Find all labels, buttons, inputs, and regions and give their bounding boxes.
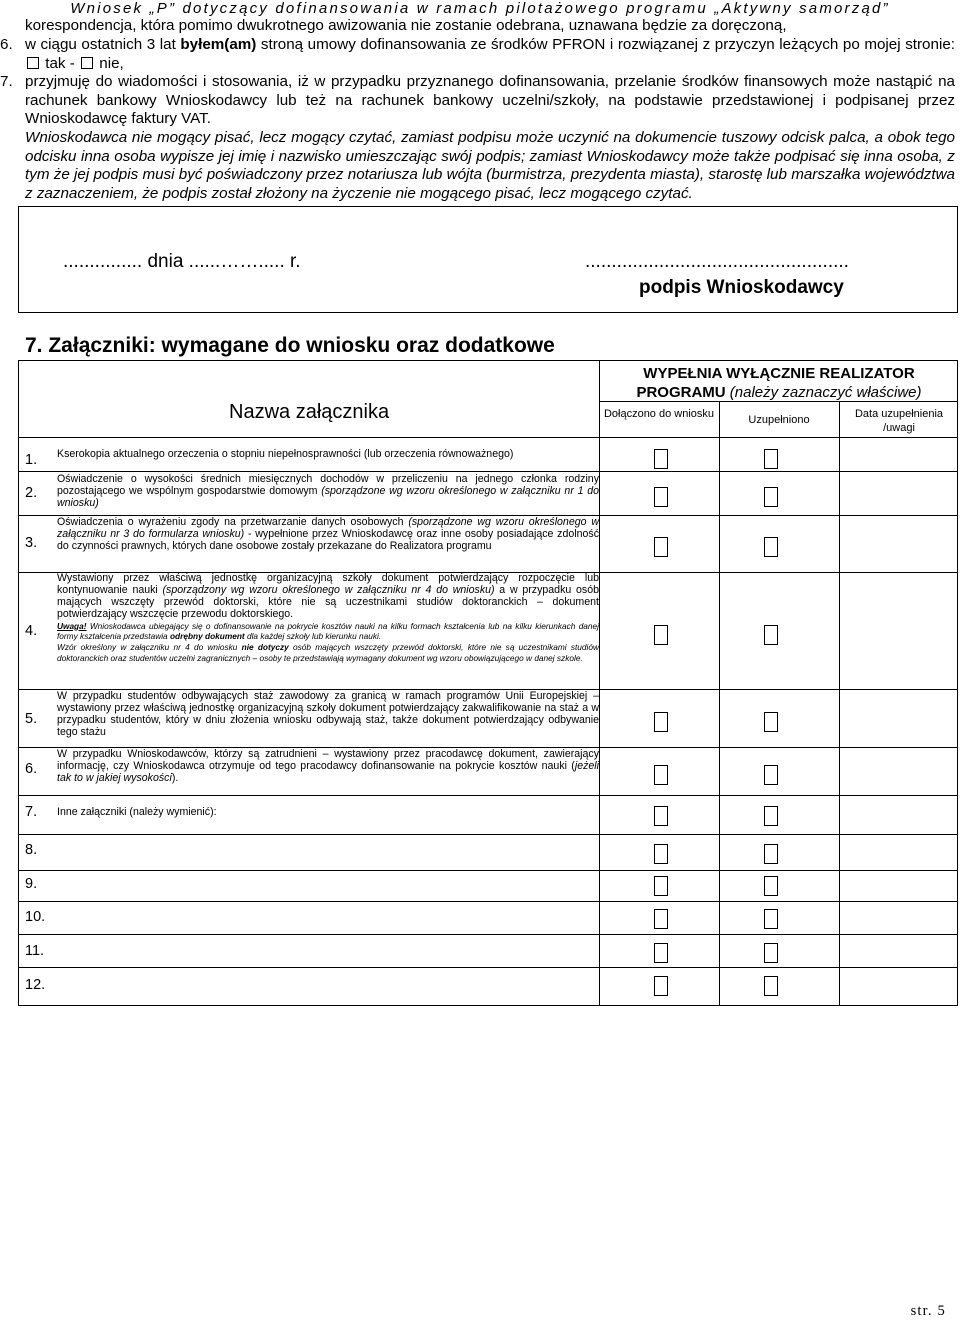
item-7-number: 7. — [0, 73, 13, 90]
checkbox-attached[interactable] — [654, 625, 668, 645]
option-nie-label: nie, — [99, 54, 124, 72]
checkbox-attached[interactable] — [654, 487, 668, 507]
row-text-rest: a w przypadku osób mających wszczęty przewód doktorski, które nie są uczestnikami studiów doktoranckich – dokument potwierdzający wszczęcie przewodu doktorskiego. — [57, 583, 599, 620]
divider — [19, 437, 957, 438]
divider — [719, 401, 720, 1005]
item-6-number: 6. — [0, 36, 13, 53]
row-text-main: Oświadczenia o wyrażeniu zgody na przetwarzanie danych osobowych — [57, 516, 409, 528]
row-text: W przypadku studentów odbywających staż zawodowy za granicą w ramach programów Unii Europejskiej – wystawiony przez właściwą jednostkę organizacyjną szkoły dokument potwierdzający zakwalifikowanie na staż a w przypadku studentów, który w dniu złożenia wniosku odbywają staż, także dokument potwierdzający odbywanie tego stażu — [57, 690, 599, 738]
row-text-main: Oświadczenie o wysokości średnich miesięcznych dochodów w przeliczeniu na jednego członka rodziny pozostającego we wspólnym gospodarstwie domowym — [57, 473, 599, 497]
checkbox-tak[interactable] — [27, 57, 39, 69]
row-text — [57, 573, 599, 664]
row-number: 5. — [25, 711, 38, 727]
checkbox-attached[interactable] — [654, 449, 668, 469]
realizator-note: (należy zaznaczyć właściwe) — [729, 384, 922, 401]
column-header-realizator — [599, 364, 959, 402]
divider — [599, 361, 600, 1005]
checkbox-completed[interactable] — [764, 712, 778, 732]
document-header: Wniosek „P” dotyczący dofinansowania w ramach pilotażowego programu „Aktywny samorząd” — [70, 0, 890, 17]
row-text-rest: - wypełnione przez Wnioskodawcę oraz inne osoby posiadające zdolność do czynności prawnych, których dane osobowe zostały przekazane do Realizatora programu — [57, 527, 599, 552]
note-text-a: Wnioskodawca ubiegający się o dofinansowanie na pokrycie kosztów nauki na kilku formach kształcenia lub na kilku kierunkach danej formy kształcenia przedstawia — [57, 620, 599, 642]
row-number: 12. — [25, 977, 46, 993]
divider — [19, 934, 957, 935]
checkbox-completed[interactable] — [764, 487, 778, 507]
signature-instructions: Wnioskodawca nie mogący pisać, lecz mogący czytać, zamiast podpisu może uczynić na dokumencie tuszowy odcisk palca, a obok tego odcisku inna osoba wypisze jej imię i nazwisko umieszczając swój podpis; zamiast Wnioskodawcy może także podpisać się inna osoba, z tym że jej podpis musi być poświadczony przez notariusza lub wójta (burmistrza, prezydenta miasta), starostę lub marszałka województwa z zaznaczeniem, że podpis został złożony na życzenie nie mogącego pisać, lecz mogącego czytać. — [25, 129, 955, 202]
note2-bold: nie dotyczy — [241, 642, 289, 653]
row-number: 10. — [25, 909, 46, 925]
row-text-italic: (sporządzone wg wzoru określonego w załączniku nr 1 do wniosku) — [57, 484, 599, 509]
checkbox-completed[interactable] — [764, 844, 778, 864]
item-7-text: przyjmuję do wiadomości i stosowania, iż w przypadku przyznanego dofinansowania, przelanie środków finansowych może nastąpić na rachunek bankowy Wnioskodawcy lub też na rachunek bankowy uczelni/szkoły, na podstawie przedstawionej i podpisanej przez Wnioskodawcę faktury VAT. — [25, 73, 955, 128]
checkbox-completed[interactable] — [764, 625, 778, 645]
section-title: 7. Załączniki: wymagane do wniosku oraz dodatkowe — [25, 334, 555, 357]
note-text-b: dla każdej szkoły lub kierunku nauki. — [244, 631, 382, 642]
signature-line[interactable]: .................................................. — [585, 251, 849, 272]
checkbox-attached[interactable] — [654, 943, 668, 963]
row-number: 3. — [25, 535, 38, 551]
signature-label: podpis Wnioskodawcy — [639, 277, 844, 298]
checkbox-completed[interactable] — [764, 976, 778, 996]
divider — [19, 967, 957, 968]
row-text-main: Wystawiony przez właściwą jednostkę organizacyjną szkoły dokument potwierdzający rozpoczęcie lub kontynuowanie nauki — [57, 572, 599, 596]
item-5-continuation: korespondencja, która pomimo dwukrotnego awizowania nie zostanie odebrana, uznawana będzie za doręczoną, — [25, 17, 787, 34]
row-text-rest: ). — [171, 771, 179, 784]
divider — [19, 901, 957, 902]
row-text — [57, 474, 599, 510]
row-number: 8. — [25, 842, 38, 858]
row-number: 1. — [25, 452, 38, 468]
row-number: 6. — [25, 761, 38, 777]
row-text: Inne załączniki (należy wymienić): — [57, 806, 217, 818]
row-text-main: W przypadku Wnioskodawców, którzy są zatrudnieni – wystawiony przez pracodawcę dokument, zawierający informację, czy Wnioskodawca otrzymuje od tego pracodawcy dofinansowanie na pokrycie kosztów nauki ( — [57, 748, 599, 772]
item-6-text — [25, 36, 955, 73]
checkbox-attached[interactable] — [654, 844, 668, 864]
page-number: str. 5 — [910, 1303, 946, 1319]
checkbox-attached[interactable] — [654, 712, 668, 732]
divider — [19, 870, 957, 871]
item-6-text-a: w ciągu ostatnich 3 lat — [25, 36, 181, 53]
realizator-title: WYPEŁNIA WYŁĄCZNIE REALIZATOR PROGRAMU — [636, 365, 915, 401]
row-number: 7. — [25, 804, 38, 820]
note-label: Uwaga! — [57, 620, 87, 631]
signature-box — [18, 206, 958, 313]
attachments-table — [18, 360, 958, 1006]
column-header-date-notes: Data uzupełnienia /uwagi — [854, 408, 944, 434]
option-tak-label: tak - — [45, 54, 75, 72]
checkbox-completed[interactable] — [764, 806, 778, 826]
checkbox-nie[interactable] — [81, 57, 93, 69]
column-header-completed: Uzupełniono — [748, 414, 810, 426]
checkbox-attached[interactable] — [654, 909, 668, 929]
column-header-attached: Dołączono do wniosku — [603, 408, 715, 420]
row-number: 4. — [25, 623, 38, 639]
checkbox-completed[interactable] — [764, 765, 778, 785]
place-date-line[interactable]: ............... dnia ......……..... r. — [63, 251, 301, 272]
checkbox-completed[interactable] — [764, 943, 778, 963]
divider — [19, 834, 957, 835]
divider — [19, 795, 957, 796]
checkbox-attached[interactable] — [654, 765, 668, 785]
checkbox-completed[interactable] — [764, 909, 778, 929]
row-note-2 — [57, 642, 599, 664]
row-text-italic: jeżeli tak to w jakiej wysokości — [57, 759, 599, 784]
checkbox-completed[interactable] — [764, 449, 778, 469]
checkbox-attached[interactable] — [654, 876, 668, 896]
row-text — [57, 749, 599, 785]
row-text-italic: (sporządzone wg wzoru określonego w załączniku nr 3 do formularza wniosku) — [57, 516, 599, 540]
row-text: Kserokopia aktualnego orzeczenia o stopniu niepełnosprawności (lub orzeczenia równoważnego) — [57, 448, 514, 460]
row-text — [57, 517, 599, 553]
row-note — [57, 621, 599, 643]
checkbox-completed[interactable] — [764, 537, 778, 557]
item-6-text-b: stroną umowy dofinansowania ze środków PFRON i rozwiązanej z przyczyn leżących po mojej stronie: — [256, 36, 955, 53]
column-header-name: Nazwa załącznika — [229, 401, 390, 423]
checkbox-attached[interactable] — [654, 976, 668, 996]
checkbox-attached[interactable] — [654, 537, 668, 557]
item-6-bold: byłem(am) — [180, 36, 257, 53]
divider — [839, 401, 840, 1005]
row-number: 9. — [25, 876, 38, 892]
note2-text-a: Wzór określony w załączniku nr 4 do wniosku — [57, 642, 242, 653]
row-number: 2. — [25, 485, 38, 501]
note2-text-b: osób mających wszczęty przewód doktorski, które nie są uczestnikami studiów doktoranckich oraz studentów uczelni zagranicznych – osoby te przedstawiają wymagany dokument wg wzoru obowiązującego w danej szkole. — [57, 642, 599, 664]
checkbox-attached[interactable] — [654, 806, 668, 826]
row-text-italic: (sporządzony wg wzoru określonego w załączniku nr 4 do wniosku) — [162, 583, 495, 596]
divider — [19, 471, 957, 472]
note-bold: odrębny dokument — [169, 631, 245, 642]
checkbox-completed[interactable] — [764, 876, 778, 896]
row-number: 11. — [25, 943, 45, 959]
